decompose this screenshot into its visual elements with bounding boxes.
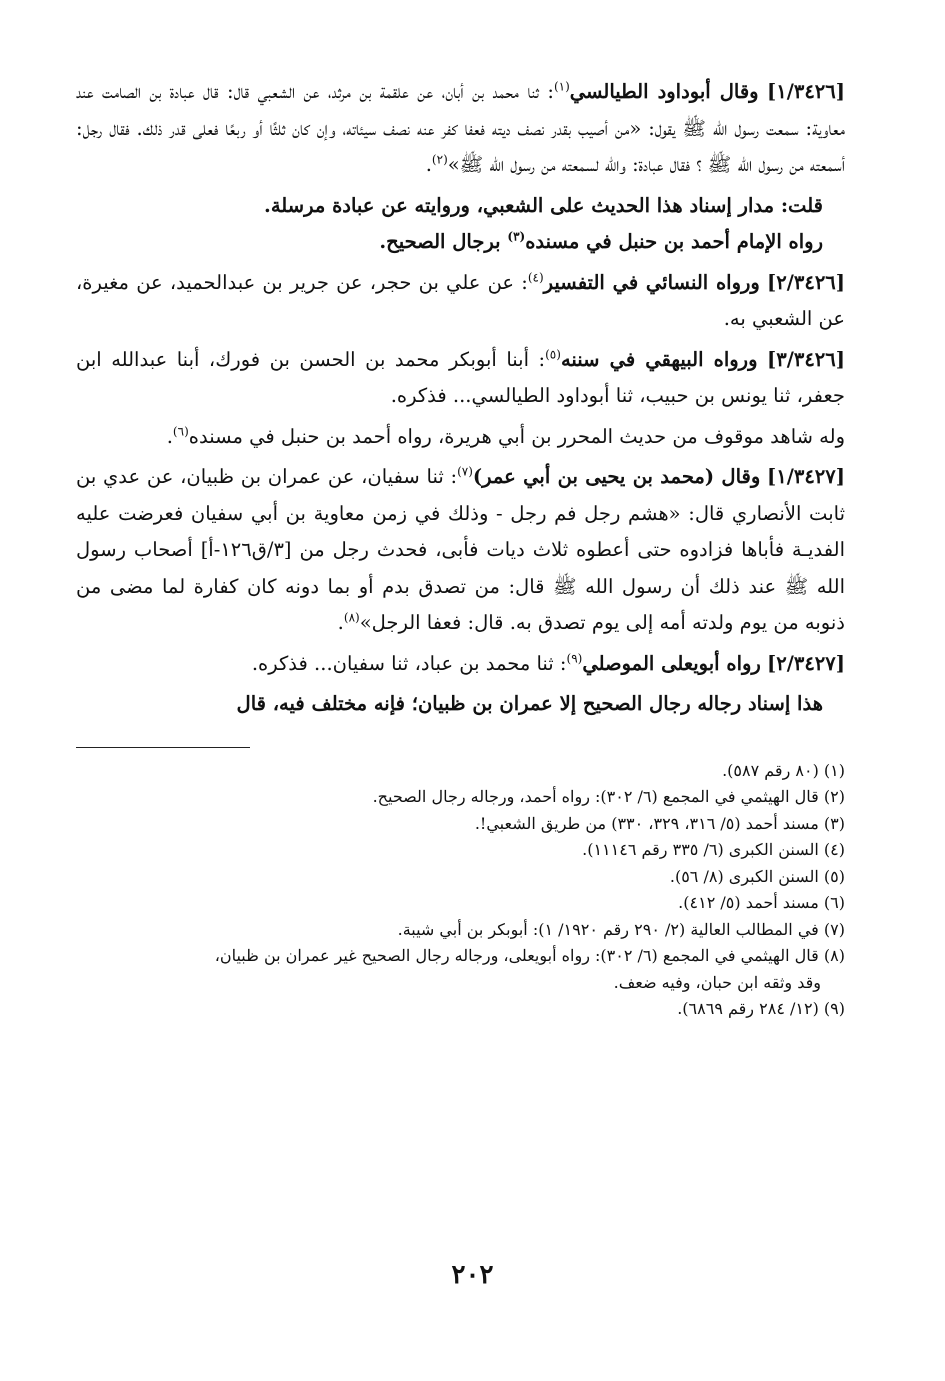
isnad-paragraph: [76, 686, 845, 723]
hadith-ref: [١/٣٤٢٦]: [767, 80, 845, 103]
hadith-text: : ثنا سفيان، عن عمران بن ظبيان، عن عدي بن ثابت الأنصاري قال: «هشم رجل فم رجل - وذلك في زمن معاوية بن أبي سفيان فعرضت عليه الفديـة فأباها فزادوه حتى أعطوه ثلاث ديات فأبى، فحدث رجل من [٣/ق١٢٦-أ] أصحاب رسول الله ﷺ عند ذلك أن رسول الله ﷺ قال: من تصدق بدم أو بما دونه كان كفارة لما مضى من ذنوبه من يوم ولدته أمه إلى يوم تصدق به. قال: فعفا الرجل»: [76, 465, 845, 634]
footnote-marker: (٢): [431, 152, 448, 167]
punct: .: [166, 424, 173, 448]
narrator-lead: رواه أبويعلى الموصلي: [582, 651, 761, 675]
hadith-paragraph-3: [76, 342, 845, 415]
isnad-text: هذا إسناد رجاله رجال الصحيح إلا عمران بن ظبيان؛ فإنه مختلف فيه، قال: [236, 692, 823, 715]
narrator-lead: ورواه النسائي في التفسير: [543, 270, 760, 294]
hadith-paragraph-4: [76, 459, 845, 642]
footnote-item: (٣) مسند أحمد (٥/ ٣١٦، ٣٢٩، ٣٣٠) من طريق الشعبي!.: [474, 813, 845, 833]
hadith-paragraph-2: [76, 265, 845, 338]
hadith-ref: [٣/٣٤٢٦]: [767, 347, 845, 371]
footnote-divider: [76, 747, 250, 748]
commentary-paragraph: [76, 188, 845, 225]
narrator-lead: وقال (محمد بن يحيى بن أبي عمر): [472, 465, 761, 488]
hadith-ref: [٢/٣٤٢٦]: [767, 270, 846, 294]
grading-text-b: برجال الصحيح.: [379, 230, 508, 253]
hadith-paragraph-1: [76, 74, 845, 184]
footnote-item: (١) (٨٠ رقم ٥٨٧).: [722, 760, 845, 780]
hadith-ref: [٢/٣٤٢٧]: [767, 651, 845, 675]
commentary-text: قلت: مدار إسناد هذا الحديث على الشعبي، وروايته عن عبادة مرسلة.: [264, 193, 823, 217]
footnote-item: (٢) قال الهيثمي في المجمع (٦/ ٣٠٢): رواه أحمد، ورجاله رجال الصحيح.: [372, 787, 845, 806]
grading-paragraph: [76, 224, 845, 261]
hadith-text: : أبنا أبوبكر محمد بن الحسن بن فورك، أبنا عبدالله ابن جعفر، ثنا يونس بن حبيب، ثنا أبوداود الطيالسي... فذكره.: [76, 347, 845, 407]
footnote-marker: (٨): [343, 610, 360, 625]
footnote-marker: (١): [553, 79, 570, 94]
witness-paragraph: [76, 419, 845, 456]
hadith-text: : عن علي بن حجر، عن جرير بن عبدالحميد، عن مغيرة، عن الشعبي به.: [76, 270, 845, 330]
footnote-marker: (٣): [507, 229, 526, 244]
hadith-paragraph-5: [76, 646, 845, 683]
footnote-marker: (٦): [172, 424, 189, 438]
punct: .: [337, 611, 344, 634]
narrator-lead: ورواه البيهقي في سننه: [560, 347, 758, 371]
footnote-continuation: وقد وثقه ابن حبان، وفيه ضعف.: [613, 972, 821, 992]
footnote-item: (٨) قال الهيثمي في المجمع (٦/ ٣٠٢): رواه أبويعلى، ورجاله رجال الصحيح غير عمران بن ظبيان،: [214, 946, 845, 965]
footnote-item: (٦) مسند أحمد (٥/ ٤١٢).: [678, 893, 845, 912]
grading-text-a: رواه الإمام أحمد بن حنبل في مسنده: [525, 230, 823, 253]
footnote-marker: (٤): [527, 270, 544, 284]
footnote-item: (٥) السنن الكبرى (٨/ ٥٦).: [669, 866, 845, 886]
footnote-item: (٩) (١٢/ ٢٨٤ رقم ٦٨٦٩).: [677, 999, 845, 1018]
footnote-item: (٤) السنن الكبرى (٦/ ٣٣٥ رقم ١١١٤٦).: [582, 840, 845, 859]
page-number: ٢٠٢: [451, 1260, 494, 1290]
witness-text: وله شاهد موقوف من حديث المحرر بن أبي هريرة، رواه أحمد بن حنبل في مسنده: [188, 424, 845, 448]
punct: .: [425, 153, 432, 176]
hadith-text: : ثنا محمد بن عباد، ثنا سفيان... فذكره.: [251, 651, 567, 675]
narrator-lead: وقال أبوداود الطيالسي: [569, 80, 759, 103]
footnotes: [76, 758, 845, 1023]
footnote-marker: (٧): [457, 464, 473, 479]
footnote-marker: (٩): [566, 651, 583, 665]
footnote-item: (٧) في المطالب العالية (٢/ ٢٩٠ رقم ١٩٢٠/ ١): أبوبكر بن أبي شيبة.: [397, 919, 845, 939]
hadith-text: : ثنا محمد بن أبان، عن علقمة بن مرثد، عن الشعبي قال: قال عبادة بن الصامت عند معاوية: سمعت رسول الله ﷺ يقول: «من أصيب بقدر نصف ديته فعفا كفر عنه نصف سيئاته، وإن كان ثلثًا أو ربعًا فعلى قدر ذلك. فقال رجل: أسمعته من رسول الله ﷺ ؟ فقال عبادة: والله لسمعته من رسول الله ﷺ»: [76, 80, 845, 176]
hadith-ref: [١/٣٤٢٧]: [767, 465, 845, 488]
footnote-marker: (٥): [545, 347, 561, 361]
